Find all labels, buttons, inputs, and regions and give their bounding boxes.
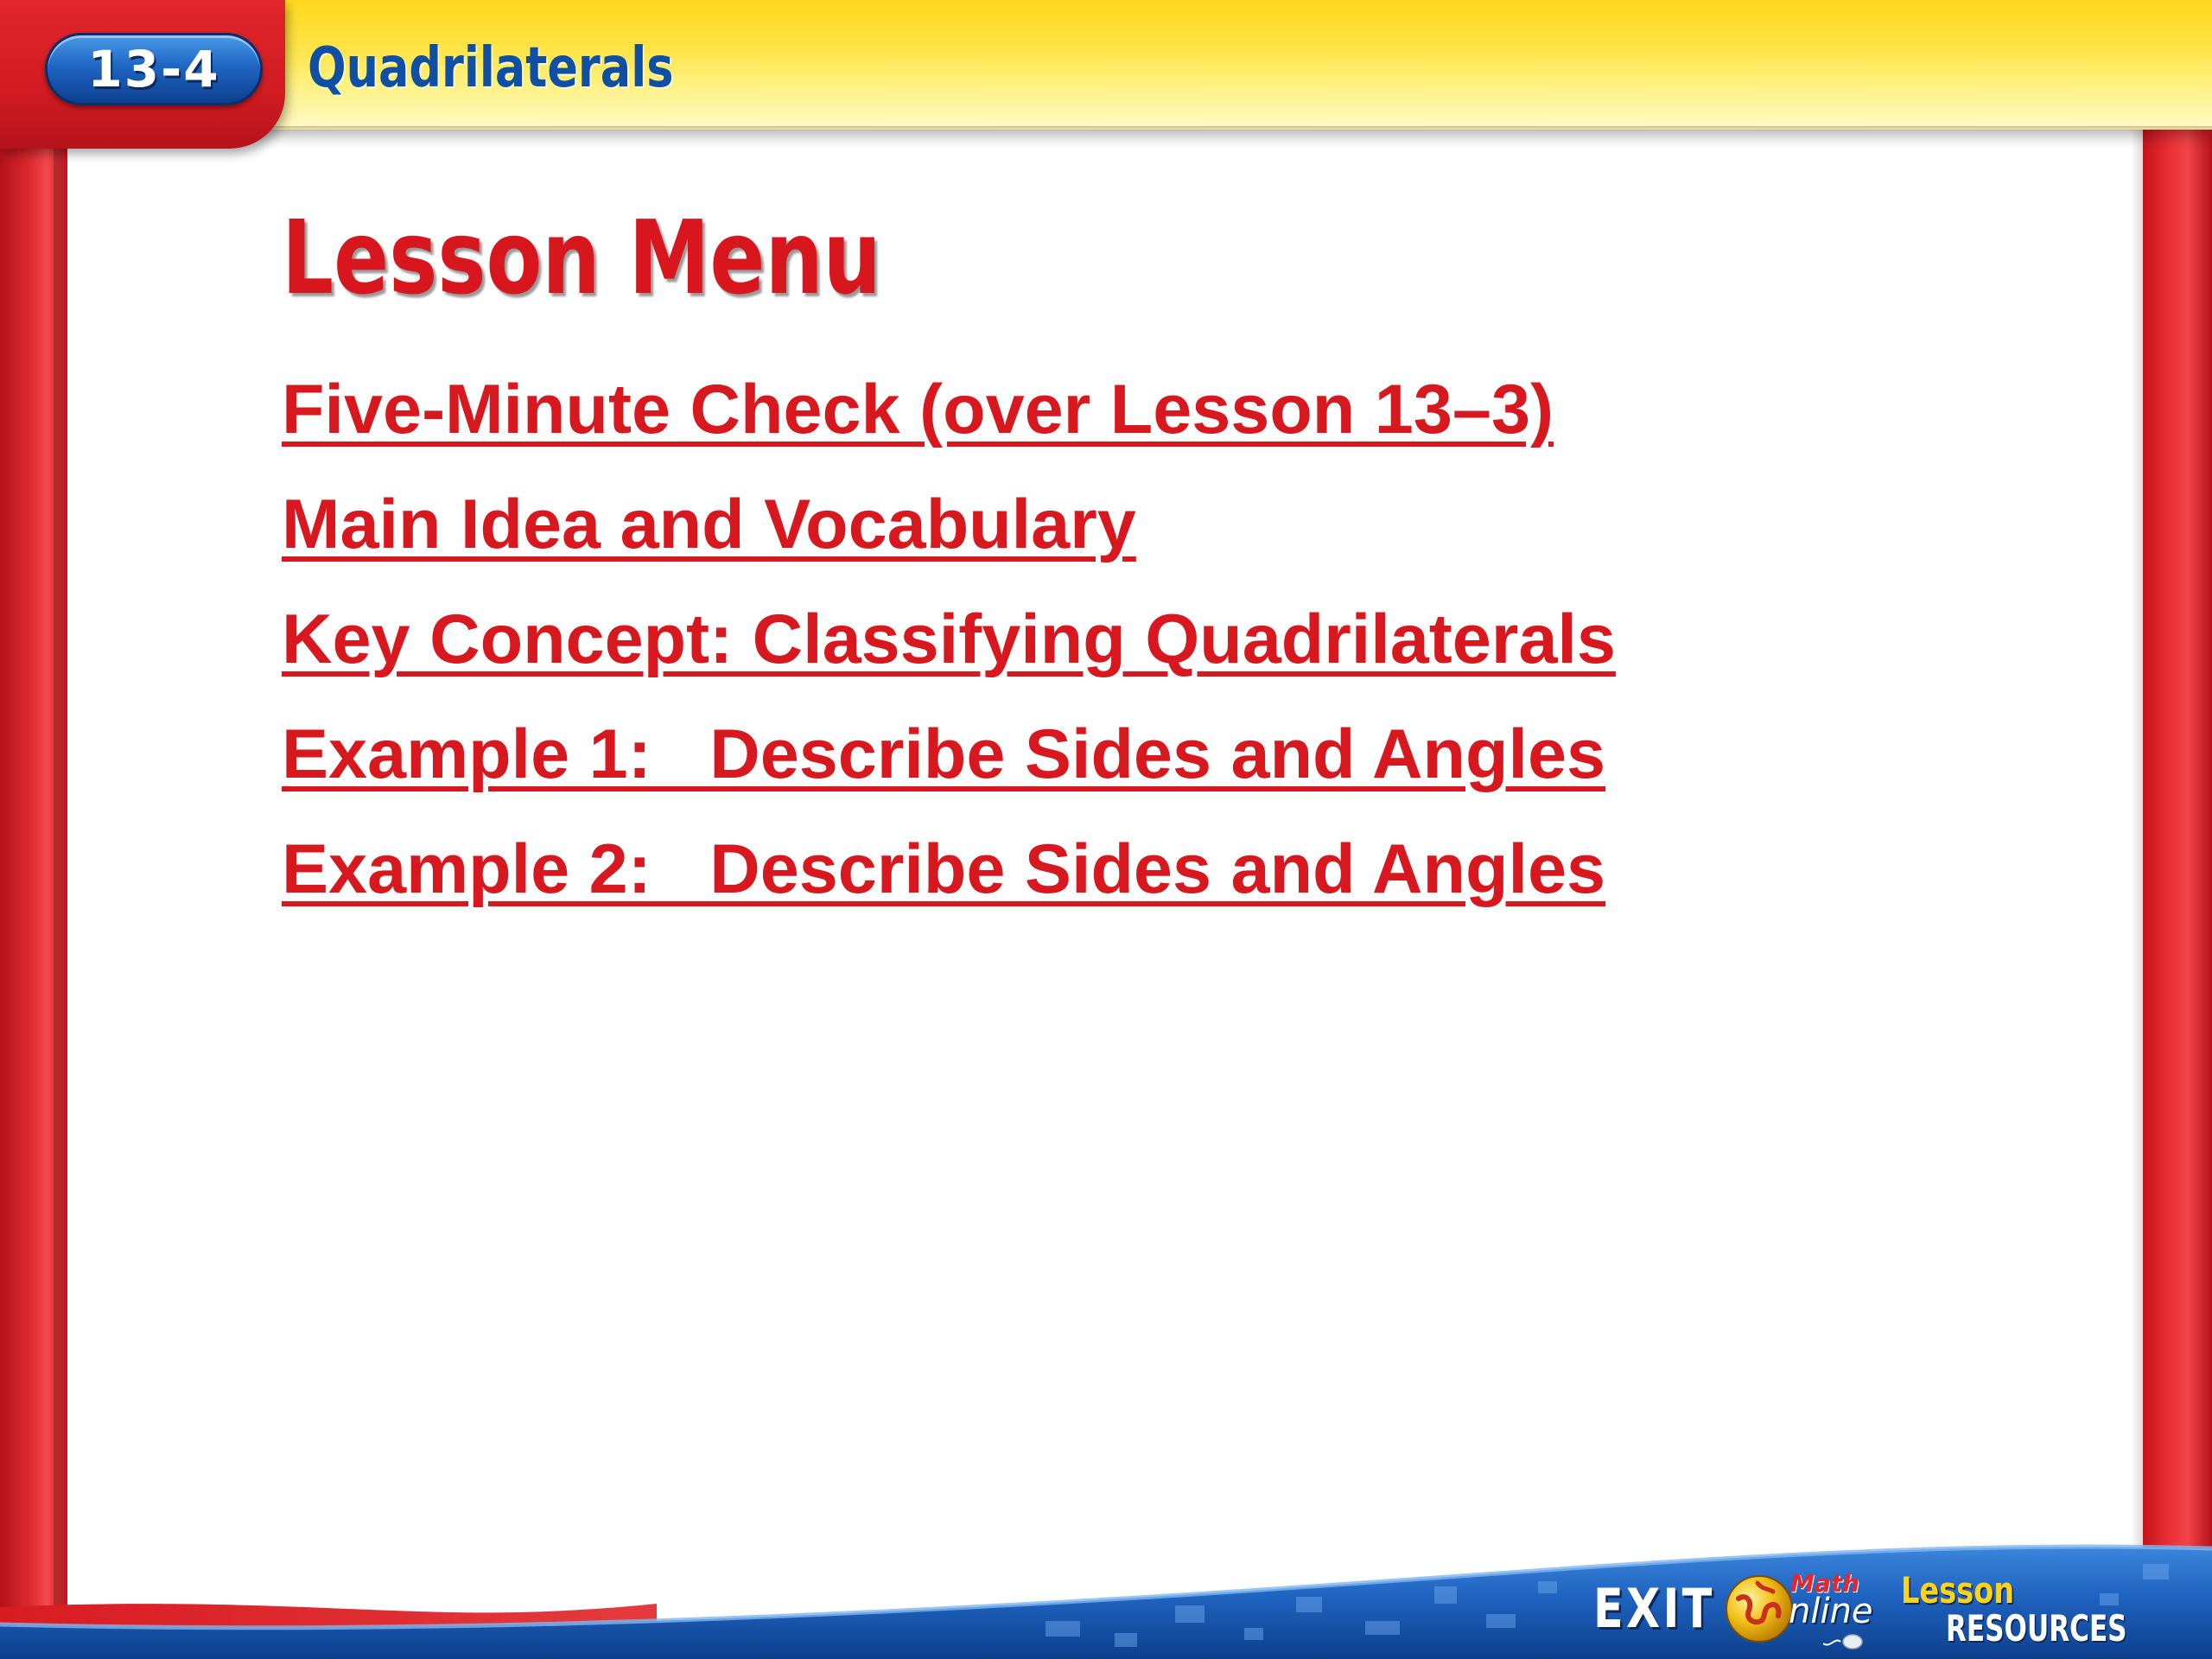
- menu-link-example-1[interactable]: Example 1: Describe Sides and Angles: [282, 715, 1606, 793]
- list-item: [282, 598, 1616, 713]
- math-online-button[interactable]: [1723, 1569, 1875, 1652]
- menu-link-example-2[interactable]: Example 2: Describe Sides and Angles: [282, 830, 1606, 908]
- lesson-menu-list: [282, 368, 1616, 943]
- exit-button[interactable]: EXIT: [1593, 1577, 1715, 1640]
- left-frame-shadow: [54, 130, 69, 1659]
- lesson-title: Quadrilaterals: [308, 36, 674, 100]
- lesson-tab: [0, 0, 285, 149]
- header-band-edge: [0, 126, 2212, 131]
- page-title: Lesson Menu: [282, 198, 881, 317]
- lesson-number-badge: 13-4: [45, 33, 263, 105]
- lesson-resources-button[interactable]: [1901, 1569, 2127, 1652]
- lesson-resources-bottom-label: RESOURCES: [1946, 1607, 2127, 1649]
- online-label: nline: [1789, 1592, 1873, 1631]
- list-item: [282, 828, 1616, 943]
- footer-wave: [0, 1503, 2212, 1659]
- list-item: [282, 713, 1616, 828]
- list-item: [282, 368, 1616, 483]
- menu-link-main-idea[interactable]: Main Idea and Vocabulary: [282, 486, 1136, 563]
- mouse-icon: [1823, 1631, 1863, 1650]
- list-item: [282, 483, 1616, 598]
- menu-link-key-concept[interactable]: Key Concept: Classifying Quadrilaterals: [282, 601, 1616, 678]
- lesson-resources-top-label: Lesson: [1901, 1569, 2015, 1611]
- globe-icon: [1723, 1573, 1796, 1645]
- right-frame-shadow: [2131, 130, 2143, 1659]
- menu-link-five-minute-check[interactable]: Five-Minute Check (over Lesson 13–3): [282, 371, 1554, 448]
- right-frame-bar: [2143, 0, 2212, 1659]
- math-label: Math: [1790, 1569, 1860, 1598]
